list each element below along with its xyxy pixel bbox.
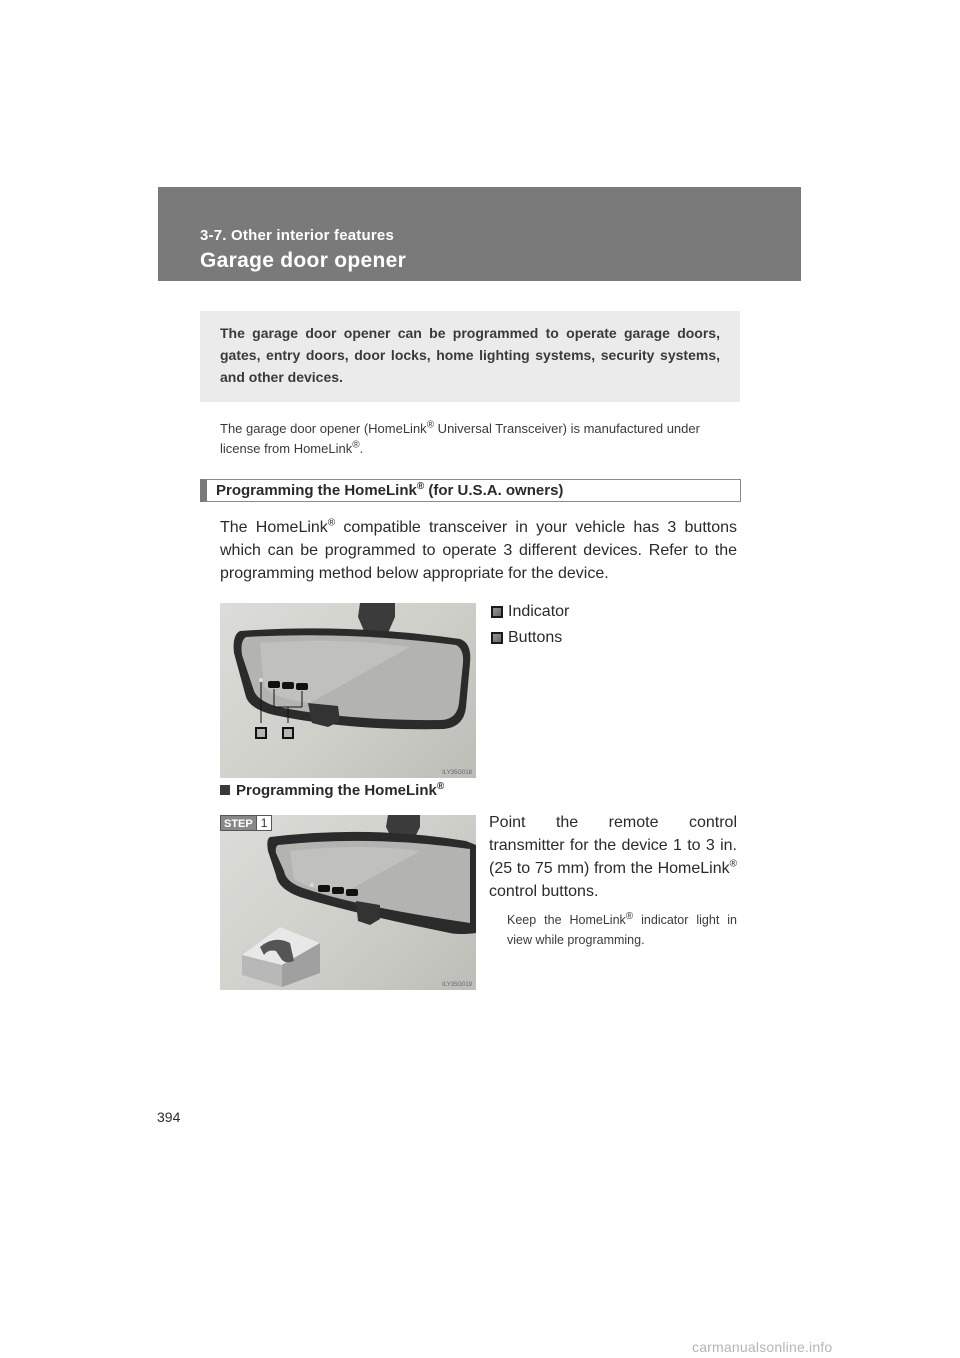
registered-mark: ® [625,910,634,922]
callout-number-1-icon [491,606,503,618]
remote-programming-illustration [220,815,476,990]
step-note-part: indicator light in view while programming. [507,913,737,947]
registered-mark: ® [426,419,435,431]
step-note [507,910,737,950]
page-title: Garage door opener [200,249,407,272]
programming-heading-text: Programming the HomeLink [236,782,437,799]
step-text-part: control buttons. [489,883,599,900]
registered-mark: ® [352,439,360,451]
registered-mark: ® [416,481,425,492]
license-note [220,419,738,459]
intro-text: The garage door opener can be programmed to operate garage doors, gates, entry doors, door locks, home lighting systems, security systems, and other devices. [220,325,720,385]
mirror-figure [220,603,476,778]
body-text: The HomeLink [220,519,328,536]
callout-label: Buttons [508,629,563,646]
step-text-part: Point the remote control transmitter for the device 1 to 3 in. (25 to 75 mm) from the HomeLink [489,814,737,877]
callout-list [491,599,569,651]
section-header-band [158,187,801,281]
step-number: 1 [256,816,272,830]
square-bullet-icon [220,785,230,795]
license-note-text: . [359,441,364,456]
mirror-illustration [220,603,476,778]
callout-item [491,625,569,651]
registered-mark: ® [436,781,445,792]
step-badge [220,815,272,831]
figure-code: ILY35G018 [442,770,472,776]
registered-mark: ® [327,517,336,529]
remote-programming-figure [220,815,476,990]
programming-heading [220,782,444,799]
subsection-title: Programming the HomeLink [216,482,417,499]
registered-mark: ® [729,858,737,870]
page-number: 394 [157,1109,181,1125]
subsection-heading [200,479,741,502]
figure-code: ILY35G019 [442,982,472,988]
callout-number-2-icon [491,632,503,644]
license-note-text: Universal Transceiver) is manufactured under license from HomeLink [220,421,700,456]
callout-label: Indicator [508,603,570,620]
section-label: 3-7. Other interior features [200,227,394,244]
step-word: STEP [221,816,256,830]
step-text [489,811,737,903]
body-paragraph [220,516,737,585]
intro-box [200,311,740,402]
body-text: compatible transceiver in your vehicle has 3 buttons which can be programmed to operate 3 different devices. Refer to the programming method below appropriate for the device. [220,519,738,582]
license-note-text: The garage door opener (HomeLink [220,421,427,436]
step-note-part: Keep the HomeLink [507,913,626,927]
footer-watermark: carmanualsonline.info [692,1339,833,1355]
subsection-title: (for U.S.A. owners) [424,482,564,499]
callout-item [491,599,569,625]
